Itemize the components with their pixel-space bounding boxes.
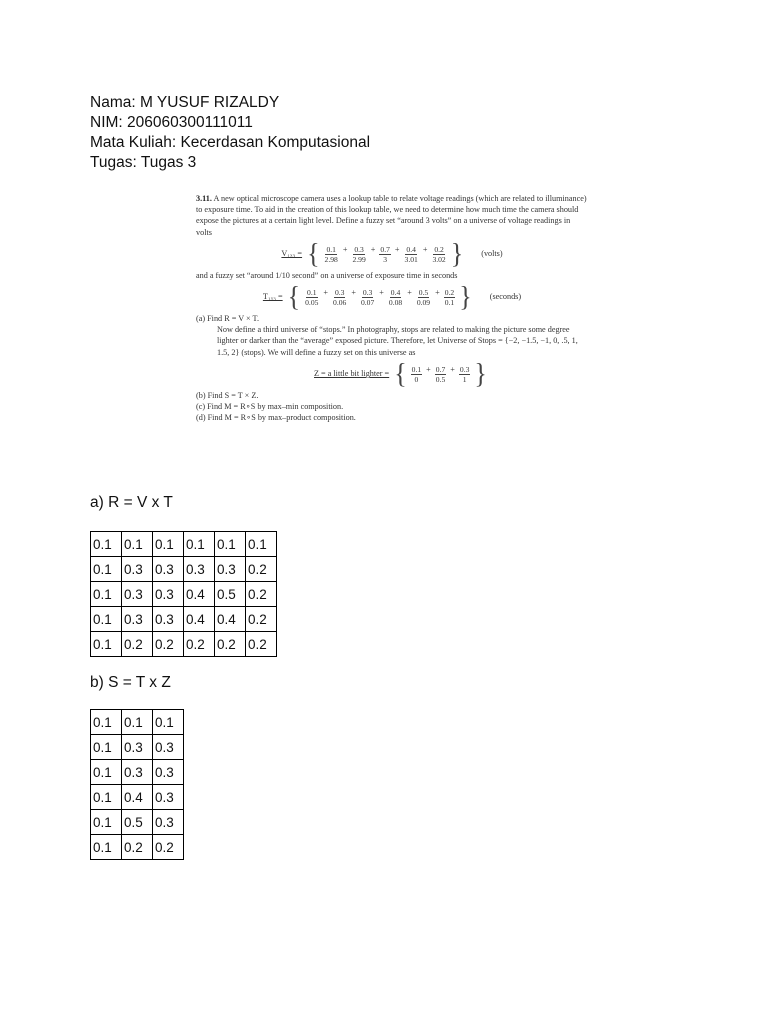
- fraction-term: [304, 288, 319, 307]
- v-units: (volts): [481, 249, 503, 259]
- table-cell: 0.1: [153, 710, 184, 735]
- table-cell: 0.3: [184, 557, 215, 582]
- close-brace: }: [450, 237, 464, 270]
- v-set-terms: [322, 244, 449, 264]
- fraction-term: [360, 288, 375, 307]
- element-value: 0.05: [305, 298, 319, 308]
- membership-value: 0.7: [435, 364, 446, 374]
- table-cell: 0.5: [122, 810, 153, 835]
- element-value: 0.5: [435, 374, 446, 384]
- table-cell: 0.1: [122, 532, 153, 557]
- table-cell: 0.2: [122, 632, 153, 657]
- table-cell: 0.3: [153, 557, 184, 582]
- table-cell: 0.3: [122, 582, 153, 607]
- course-name: Mata Kuliah: Kecerdasan Komputasional: [90, 134, 371, 151]
- membership-value: 0.3: [354, 244, 364, 254]
- table-cell: 0.1: [91, 785, 122, 810]
- table-row: [91, 582, 277, 607]
- open-brace: {: [287, 280, 301, 313]
- table-cell: 0.2: [215, 632, 246, 657]
- assignment-name: Tugas: Tugas 3: [90, 154, 197, 171]
- plus-sign: +: [379, 288, 384, 298]
- table-cell: 0.1: [91, 760, 122, 785]
- formula-t: [196, 280, 588, 313]
- answer-b-label: b) S = T x Z: [90, 674, 171, 691]
- part-b-question: (b) Find S = T × Z.: [196, 390, 259, 400]
- table-row: [91, 710, 184, 735]
- table-cell: 0.1: [91, 582, 122, 607]
- fraction-term: [444, 288, 456, 307]
- table-cell: 0.1: [91, 810, 122, 835]
- open-brace: {: [307, 237, 320, 270]
- table-cell: 0.1: [91, 835, 122, 860]
- z-set-terms: [409, 364, 473, 384]
- table-row: [91, 557, 277, 582]
- plus-sign: +: [323, 288, 329, 298]
- element-value: 2.99: [352, 254, 366, 264]
- table-row: [91, 785, 184, 810]
- table-cell: 0.1: [91, 557, 122, 582]
- problem-image: [196, 193, 588, 470]
- student-info: [90, 93, 370, 173]
- problem-parts: [196, 390, 588, 424]
- fraction-term: [435, 365, 447, 384]
- membership-value: 0.2: [444, 288, 455, 298]
- fraction-term: [404, 245, 419, 264]
- table-row: [91, 735, 184, 760]
- part-a-question: (a) Find R = V × T.: [196, 314, 259, 324]
- table-cell: 0.1: [246, 532, 277, 557]
- problem-intro-text: A new optical microscope camera uses a lookup table to relate voltage readings (which are related to illuminance) to exposure time. To aid in the creation of this lookup table, we need to determine how much time the camera should expose the pictures at a certain light level. Define a fuzzy set “around 3 volts” on a universe of voltage readings in volts: [196, 194, 587, 237]
- formula-z: [196, 357, 588, 390]
- table-cell: 0.1: [91, 532, 122, 557]
- table-cell: 0.3: [122, 557, 153, 582]
- membership-value: 0.1: [307, 288, 317, 298]
- membership-value: 0.4: [390, 288, 401, 298]
- plus-sign: +: [422, 244, 428, 254]
- plus-sign: +: [450, 364, 455, 374]
- table-cell: 0.3: [122, 607, 153, 632]
- fraction-term: [416, 288, 431, 307]
- table-cell: 0.1: [91, 735, 122, 760]
- fraction-term: [332, 288, 347, 307]
- answer-a-label: a) R = V x T: [90, 494, 173, 511]
- table-cell: 0.3: [215, 557, 246, 582]
- table-row: [91, 760, 184, 785]
- close-brace: }: [459, 280, 472, 313]
- table-cell: 0.3: [153, 785, 184, 810]
- table-cell: 0.3: [153, 607, 184, 632]
- element-value: 3.01: [404, 254, 418, 264]
- element-value: 0.1: [444, 298, 455, 308]
- fraction-term: [379, 245, 391, 264]
- element-value: 3.02: [432, 254, 446, 264]
- table-cell: 0.1: [122, 710, 153, 735]
- membership-value: 0.3: [459, 364, 470, 374]
- table-cell: 0.1: [184, 532, 215, 557]
- table-cell: 0.3: [122, 760, 153, 785]
- table-cell: 0.2: [184, 632, 215, 657]
- table-cell: 0.3: [153, 735, 184, 760]
- part-c-question: (c) Find M = R∘S by max–min composition.: [196, 402, 344, 412]
- z-set-name: Z = a little bit lighter =: [314, 369, 390, 379]
- table-cell: 0.4: [215, 607, 246, 632]
- fraction-term: [411, 365, 423, 384]
- membership-value: 0.1: [326, 244, 336, 254]
- t-set-terms: [302, 287, 457, 307]
- table-row: [91, 810, 184, 835]
- table-cell: 0.2: [122, 835, 153, 860]
- table-row: [91, 835, 184, 860]
- table-row: [91, 632, 277, 657]
- fraction-term: [431, 245, 446, 264]
- membership-value: 0.2: [434, 244, 444, 254]
- table-cell: 0.3: [153, 760, 184, 785]
- fraction-term: [388, 288, 403, 307]
- close-brace: }: [474, 357, 487, 390]
- table-cell: 0.4: [122, 785, 153, 810]
- table-cell: 0.4: [184, 607, 215, 632]
- plus-sign: +: [394, 244, 400, 254]
- table-cell: 0.1: [153, 532, 184, 557]
- stops-text: Now define a third universe of “stops.” In photography, stops are related to making the picture some degree lighter or darker than the “average” exposed picture. Therefore, let Universe of Stops = {−2, −1.5, −1, 0, .5, 1, 1.5, 2} (stops). We will define a fuzzy set on this universe as: [217, 325, 578, 357]
- element-value: 0: [414, 374, 419, 384]
- element-value: 0.07: [360, 298, 375, 308]
- membership-value: 0.4: [406, 244, 416, 254]
- table-cell: 0.2: [246, 557, 277, 582]
- plus-sign: +: [351, 288, 356, 298]
- table-cell: 0.2: [153, 632, 184, 657]
- table-cell: 0.2: [246, 607, 277, 632]
- table-cell: 0.2: [246, 632, 277, 657]
- element-value: 0.09: [416, 298, 431, 308]
- table-cell: 0.5: [215, 582, 246, 607]
- plus-sign: +: [426, 364, 431, 374]
- plus-sign: +: [435, 288, 440, 298]
- table-cell: 0.4: [184, 582, 215, 607]
- matrix-s-table: [90, 709, 184, 860]
- element-value: 1: [462, 374, 467, 384]
- table-cell: 0.2: [153, 835, 184, 860]
- student-nim: NIM: 206060300111011: [90, 114, 253, 131]
- plus-sign: +: [370, 244, 376, 254]
- matrix-r-table: [90, 531, 277, 657]
- table-cell: 0.3: [153, 810, 184, 835]
- membership-value: 0.7: [380, 244, 390, 254]
- table-cell: 0.1: [91, 607, 122, 632]
- student-name: Nama: M YUSUF RIZALDY: [90, 94, 280, 111]
- plus-sign: +: [342, 244, 348, 254]
- plus-sign: +: [407, 288, 412, 298]
- table-cell: 0.1: [91, 710, 122, 735]
- element-value: 2.98: [324, 254, 338, 264]
- fraction-term: [459, 365, 471, 384]
- element-value: 3: [383, 254, 388, 264]
- membership-value: 0.1: [411, 364, 422, 374]
- membership-value: 0.5: [418, 288, 429, 298]
- table-row: [91, 607, 277, 632]
- formula-v: [196, 237, 588, 270]
- fraction-term: [351, 245, 366, 264]
- table-cell: 0.3: [153, 582, 184, 607]
- table-cell: 0.1: [91, 632, 122, 657]
- problem-mid-text: and a fuzzy set “around 1/10 second” on a universe of exposure time in seconds: [196, 270, 458, 280]
- part-d-question: (d) Find M = R∘S by max–product composition.: [196, 413, 356, 423]
- t-set-name: T₁ₓ₃ =: [262, 292, 283, 302]
- table-cell: 0.2: [246, 582, 277, 607]
- element-value: 0.08: [388, 298, 403, 308]
- open-brace: {: [394, 357, 407, 390]
- v-set-name: V₁ₓ₃ =: [281, 249, 303, 259]
- table-cell: 0.3: [122, 735, 153, 760]
- membership-value: 0.3: [334, 288, 345, 298]
- element-value: 0.06: [333, 298, 347, 308]
- problem-number: 3.11.: [196, 194, 212, 203]
- table-cell: 0.1: [215, 532, 246, 557]
- table-row: [91, 532, 277, 557]
- t-units: (seconds): [489, 292, 522, 302]
- membership-value: 0.3: [362, 288, 373, 298]
- problem-intro: [196, 193, 588, 238]
- fraction-term: [324, 245, 339, 264]
